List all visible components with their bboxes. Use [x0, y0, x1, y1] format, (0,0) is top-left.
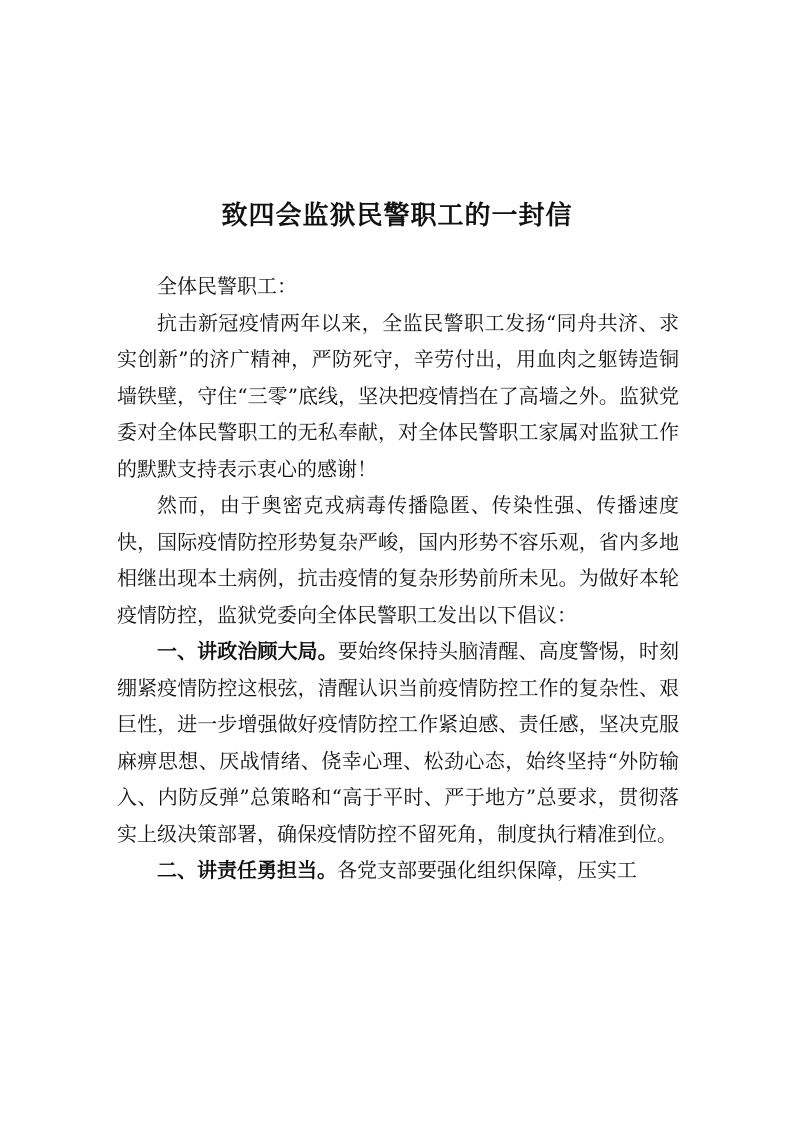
paragraph-4	[117, 852, 679, 889]
paragraph-4-text: 各党支部要强化组织保障，压实工	[337, 858, 637, 882]
paragraph-1-text: 抗击新冠疫情两年以来，全监民警职工发扬“同舟共济、求实创新”的济广精神，严防死守，辛劳付出，用血肉之躯铸造铜墙铁壁，守住“三零”底线，坚决把疫情挡在了高墙之外。监狱党委对全体民警职工的无私奉献，对全体民警职工家属对监狱工作的默默支持表示衷心的感谢！	[117, 310, 679, 481]
paragraph-3-text: 要始终保持头脑清醒、高度警惕，时刻绷紧疫情防控这根弦，清醒认识当前疫情防控工作的复杂性、艰巨性，进一步增强做好疫情防控工作紧迫感、责任感，坚决克服麻痹思想、厌战情绪、侥幸心理、松劲心态，始终坚持“外防输入、内防反弹”总策略和“高于平时、严于地方”总要求，贯彻落实上级决策部署，确保疫情防控不留死角，制度执行精准到位。	[117, 639, 680, 846]
salutation: 全体民警职工：	[157, 274, 297, 298]
paragraph-4-lead: 二、讲责任勇担当。	[157, 858, 337, 882]
paragraph-2	[117, 487, 679, 633]
paragraph-3	[117, 633, 679, 852]
document-title: 致四会监狱民警职工的一封信	[221, 201, 573, 231]
paragraph-2-text: 然而，由于奥密克戎病毒传播隐匿、传染性强、传播速度快，国际疫情防控形势复杂严峻，国内形势不容乐观，省内多地相继出现本土病例，抗击疫情的复杂形势前所未见。为做好本轮疫情防控，监狱党委向全体民警职工发出以下倡议：	[117, 493, 679, 627]
letter-body	[117, 268, 679, 889]
paragraph-1	[117, 305, 679, 488]
paragraph-3-lead: 一、讲政治顾大局。	[157, 639, 338, 663]
